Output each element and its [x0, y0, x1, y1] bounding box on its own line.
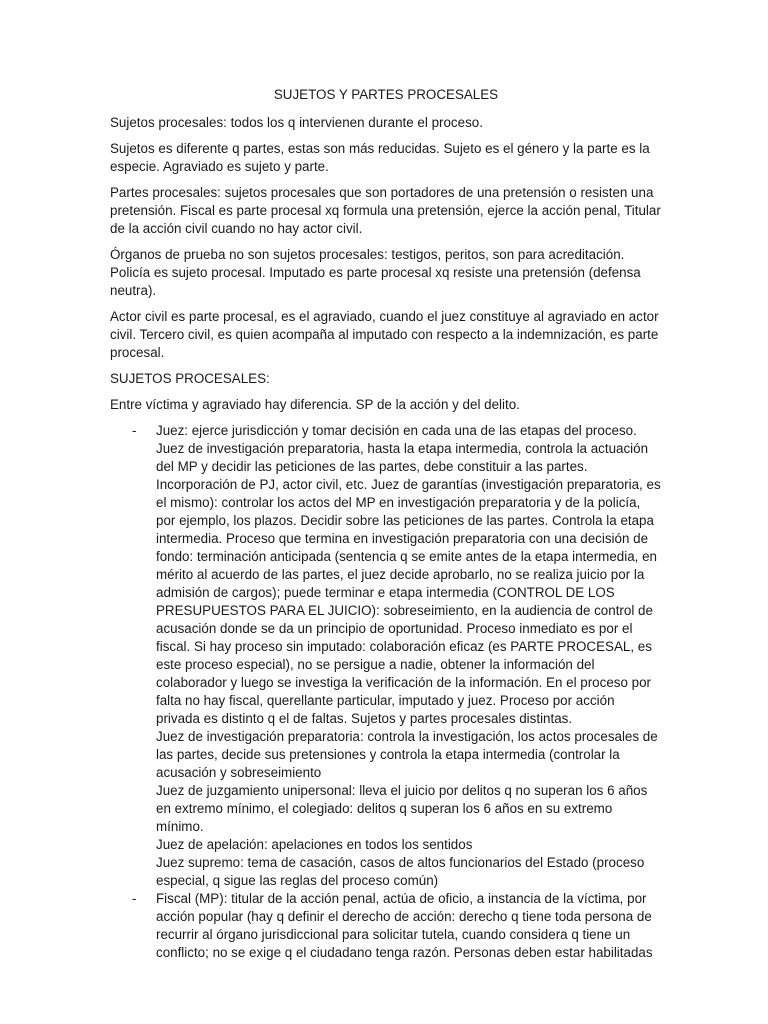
juez-juzgamiento: Juez de juzgamiento unipersonal: lleva el juicio por delitos q no superan los 6 años en extremo mínimo, el colegiado: delitos q superan los 6 años en su extremo mínimo.: [156, 783, 648, 834]
paragraph-victima-agraviado: Entre víctima y agraviado hay diferencia. SP de la acción y del delito.: [110, 397, 520, 412]
list-item-fiscal: [110, 890, 662, 962]
section-heading-sujetos-procesales: SUJETOS PROCESALES:: [110, 371, 270, 386]
bullet-dash: -: [132, 891, 137, 906]
paragraph-sujetos-definicion: Sujetos procesales: todos los q intervienen durante el proceso.: [110, 115, 483, 130]
list-item-juez: [110, 422, 662, 890]
sujetos-list: [110, 422, 662, 962]
document-title: SUJETOS Y PARTES PROCESALES: [273, 87, 499, 102]
juez-description: Juez: ejerce jurisdicción y tomar decisión en cada una de las etapas del proceso. Juez de investigación preparatoria, hasta la etapa intermedia, controla la actuación del MP y decidir las peticiones de las partes, debe constituir a las partes. Incorporación de PJ, actor civil, etc. Juez de garantías (investigación preparatoria, es el mismo): controlar los actos del MP en investigación preparatoria y de la policía, por ejemplo, los plazos. Decidir sobre las peticiones de las partes. Controla la etapa intermedia. Proceso que termina en investigación preparatoria con una decisión de fondo: terminación anticipada (sentencia q se emite antes de la etapa intermedia, en mérito al acuerdo de las partes, el juez decide aprobarlo, no se realiza juicio por la admisión de cargos); puede terminar e etapa intermedia (CONTROL DE LOS PRESUPUESTOS PARA EL JUICIO): sobreseimiento, en la audiencia de control de acusación donde se da un principio de oportunidad. Proceso inmediato es por el fiscal. Si hay proceso sin imputado: colaboración eficaz (es PARTE PROCESAL, es este proceso especial), no se persigue a nadie, obtener la información del colaborador y luego se investiga la verificación de la información. En el proceso por falta no hay fiscal, querellante particular, imputado y juez. Proceso por acción privada es distinto q el de faltas. Sujetos y partes procesales distintas.: [156, 423, 661, 726]
paragraph-sujetos-vs-partes: Sujetos es diferente q partes, estas son más reducidas. Sujeto es el género y la parte es la especie. Agraviado es sujeto y parte.: [110, 141, 650, 174]
paragraph-actor-civil: Actor civil es parte procesal, es el agraviado, cuando el juez constituye al agraviado en actor civil. Tercero civil, es quien acompaña al imputado con respecto a la indemnización, es parte procesal.: [110, 309, 659, 360]
juez-investigacion-preparatoria: Juez de investigación preparatoria: controla la investigación, los actos procesales de las partes, decide sus pretensiones y controla la etapa intermedia (controlar la acusación y sobreseimiento: [156, 729, 658, 780]
juez-apelacion: Juez de apelación: apelaciones en todos los sentidos: [156, 837, 473, 852]
juez-supremo: Juez supremo: tema de casación, casos de altos funcionarios del Estado (proceso especial, q sigue las reglas del proceso común): [156, 855, 645, 888]
fiscal-description: Fiscal (MP): titular de la acción penal, actúa de oficio, a instancia de la víctima, por acción popular (hay q definir el derecho de acción: derecho q tiene toda persona de recurrir al órgano jurisdiccional para solicitar tutela, cuando considera q tiene un conflicto; no se exige q el ciudadano tenga razón. Personas deben estar habilitadas: [156, 891, 653, 960]
document-page: [110, 86, 662, 962]
bullet-dash: -: [132, 423, 137, 438]
paragraph-partes-procesales: Partes procesales: sujetos procesales que son portadores de una pretensión o resisten una pretensión. Fiscal es parte procesal xq formula una pretensión, ejerce la acción penal, Titular de la acción civil cuando no hay actor civil.: [110, 185, 661, 236]
paragraph-organos-de-prueba: Órganos de prueba no son sujetos procesales: testigos, peritos, son para acreditación. Policía es sujeto procesal. Imputado es parte procesal xq resiste una pretensión (defensa neutra).: [110, 247, 641, 298]
